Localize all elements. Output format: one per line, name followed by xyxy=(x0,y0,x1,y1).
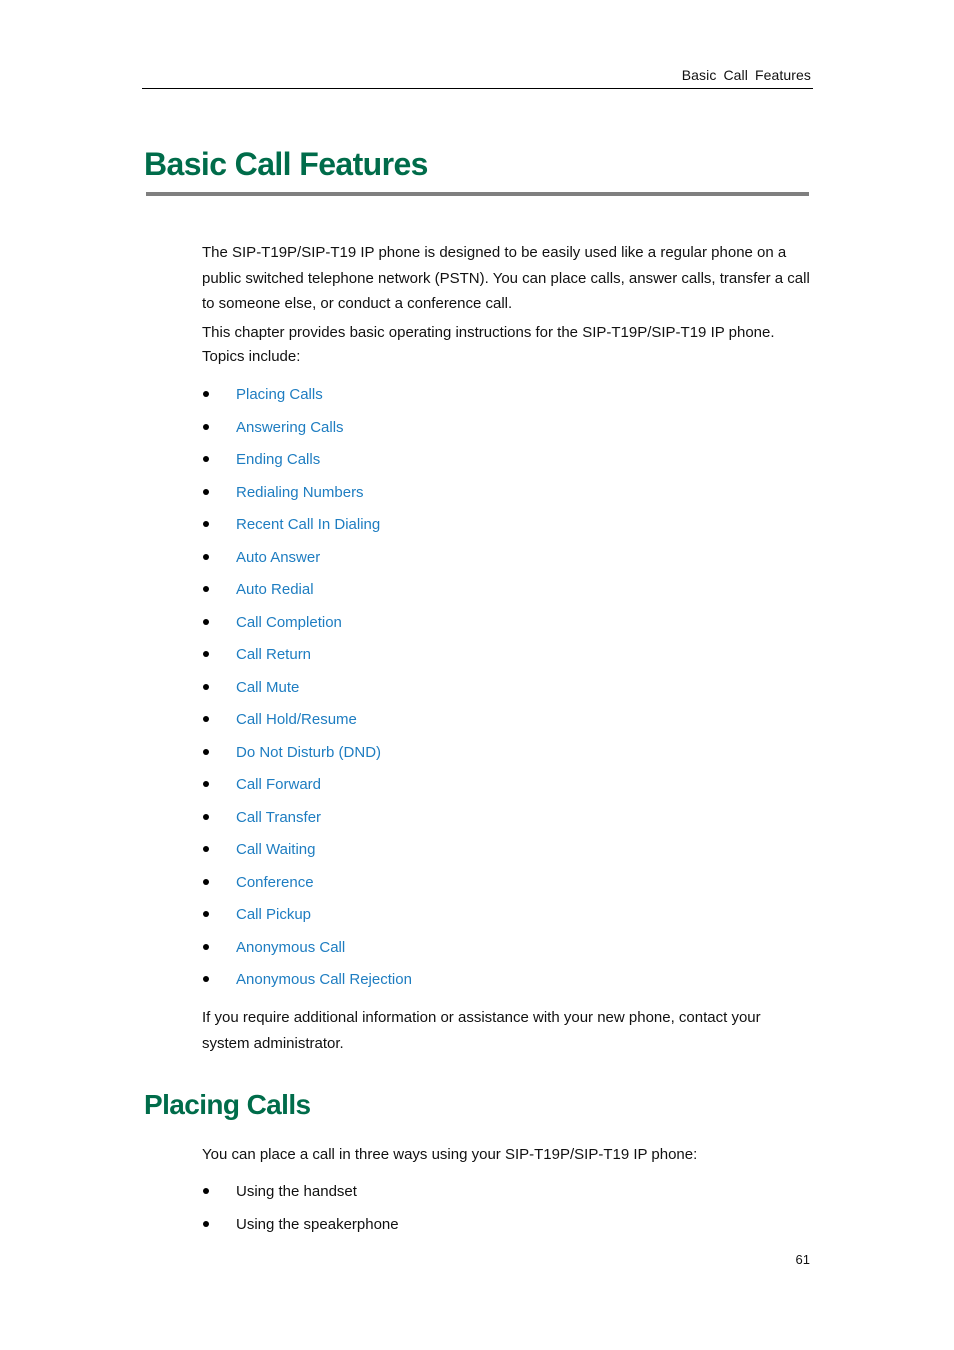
bullet-dot xyxy=(203,489,209,495)
way-using-speakerphone: Using the speakerphone xyxy=(236,1215,399,1233)
bullet-dot xyxy=(203,391,209,397)
topic-link-call-hold-resume[interactable]: Call Hold/Resume xyxy=(236,711,357,728)
topic-item xyxy=(202,873,802,906)
bullet-dot xyxy=(203,749,209,755)
bullet-dot xyxy=(203,424,209,430)
bullet-dot xyxy=(203,586,209,592)
topic-link-recent-call-in-dialing[interactable]: Recent Call In Dialing xyxy=(236,516,381,533)
topic-item xyxy=(202,385,802,418)
topic-link-call-forward[interactable]: Call Forward xyxy=(236,776,322,793)
bullet-dot xyxy=(203,684,209,690)
topic-item xyxy=(202,743,802,776)
topic-item xyxy=(202,710,802,743)
section-title-placing-calls: Placing Calls xyxy=(144,1089,311,1120)
topic-item xyxy=(202,775,802,808)
bullet-dot xyxy=(203,456,209,462)
topic-link-auto-redial[interactable]: Auto Redial xyxy=(236,581,314,598)
topic-item xyxy=(202,450,802,483)
bullet-dot xyxy=(203,651,209,657)
topic-item xyxy=(202,905,802,938)
bullet-dot xyxy=(203,1188,209,1194)
list-item xyxy=(202,1215,802,1248)
bullet-dot xyxy=(203,976,209,982)
bullet-dot xyxy=(203,911,209,917)
topic-link-anonymous-call[interactable]: Anonymous Call xyxy=(236,938,346,956)
bullet-dot xyxy=(203,879,209,885)
topic-link-call-transfer[interactable]: Call Transfer xyxy=(236,808,322,826)
topic-item xyxy=(202,548,802,581)
topic-item xyxy=(202,580,802,613)
chapter-intro-paragraph: The SIP-T19P/SIP-T19 IP phone is designed to be easily used like a regular phone on a public switched telephone network (PSTN). You can place calls, answer calls, transfer a call to someone else, or conduct a conference call. xyxy=(202,244,810,312)
topic-link-conference[interactable]: Conference xyxy=(236,873,314,891)
bullet-dot xyxy=(203,814,209,820)
topic-link-placing-calls[interactable]: Placing Calls xyxy=(236,386,323,403)
topic-link-anonymous-call-rejection[interactable]: Anonymous Call Rejection xyxy=(236,971,412,988)
topics-list xyxy=(202,385,802,1003)
page-number: 61 xyxy=(795,1252,810,1267)
topic-item xyxy=(202,808,802,841)
topic-item xyxy=(202,418,802,451)
topic-item xyxy=(202,645,802,678)
placing-calls-intro-paragraph: You can place a call in three ways using your SIP-T19P/SIP-T19 IP phone: xyxy=(202,1146,698,1163)
list-item xyxy=(202,1182,802,1215)
chapter-title: Basic Call Features xyxy=(144,146,428,182)
topic-item xyxy=(202,613,802,646)
assistance-paragraph: If you require additional information or assistance with your new phone, contact your system administrator. xyxy=(202,1009,761,1052)
chapter-overview-paragraph: This chapter provides basic operating instructions for the SIP-T19P/SIP-T19 IP phone. Topics include: xyxy=(202,324,775,365)
topic-item xyxy=(202,970,802,1003)
topic-link-call-mute[interactable]: Call Mute xyxy=(236,678,300,696)
topic-link-ending-calls[interactable]: Ending Calls xyxy=(236,451,321,468)
bullet-dot xyxy=(203,1221,209,1227)
bullet-dot xyxy=(203,781,209,787)
topic-item xyxy=(202,678,802,711)
topic-link-do-not-disturb[interactable]: Do Not Disturb (DND) xyxy=(236,743,382,761)
topic-item xyxy=(202,483,802,516)
topic-link-call-return[interactable]: Call Return xyxy=(236,646,312,663)
running-header-title: Basic Call Features xyxy=(681,67,811,83)
topic-link-answering-calls[interactable]: Answering Calls xyxy=(236,418,344,436)
bullet-dot xyxy=(203,716,209,722)
running-header xyxy=(142,66,813,89)
topic-link-call-waiting[interactable]: Call Waiting xyxy=(236,841,316,858)
bullet-dot xyxy=(203,554,209,560)
topic-item xyxy=(202,938,802,971)
way-using-handset: Using the handset xyxy=(236,1183,357,1200)
topic-link-auto-answer[interactable]: Auto Answer xyxy=(236,548,321,566)
bullet-dot xyxy=(203,944,209,950)
topic-item xyxy=(202,840,802,873)
placing-calls-ways-list xyxy=(202,1182,802,1247)
bullet-dot xyxy=(203,846,209,852)
topic-link-call-completion[interactable]: Call Completion xyxy=(236,613,342,631)
topic-item xyxy=(202,515,802,548)
topic-link-redialing-numbers[interactable]: Redialing Numbers xyxy=(236,483,364,501)
topic-link-call-pickup[interactable]: Call Pickup xyxy=(236,906,312,923)
bullet-dot xyxy=(203,619,209,625)
chapter-title-rule xyxy=(146,192,809,196)
bullet-dot xyxy=(203,521,209,527)
